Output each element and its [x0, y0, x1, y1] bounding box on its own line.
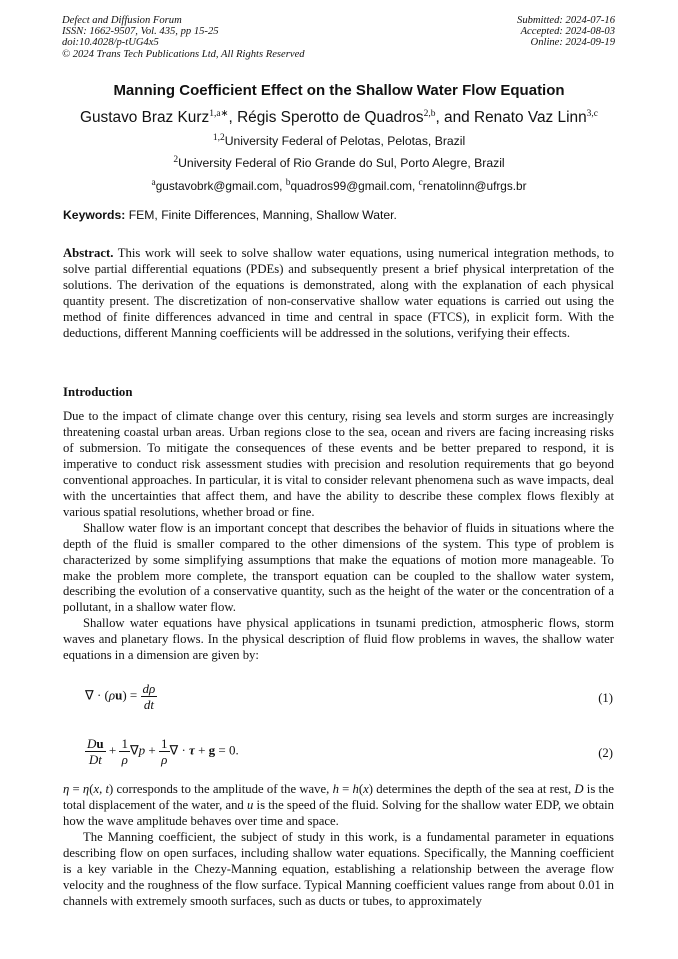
journal-name: Defect and Diffusion Forum	[62, 15, 182, 26]
email-link[interactable]: quadros99@gmail.com	[290, 179, 412, 193]
author-superscript: 3,c	[586, 108, 598, 119]
introduction-body-continued	[63, 781, 614, 909]
affiliation-superscript: 2	[173, 154, 179, 165]
author-separator: ,	[228, 109, 238, 126]
paragraph: The Manning coefficient, the subject of study in this work, is a fundamental parameter in equations describing flow on open surfaces, including shallow water equations. Specifically, the Manning coefficient is a key variable in the Chezy-Manning equation, establishing a relationship between the average flow velocity and the roughness of the flow surface. Typical Manning coefficient values range from about 0.01 in channels with extremely smooth surfaces, such as ducts or tubes, to approximately	[63, 830, 614, 908]
text-run: corresponds to the amplitude of the wave,	[113, 782, 333, 796]
paragraph: Due to the impact of climate change over this century, rising sea levels and storm surges are increasingly threatening coastal urban areas. Urban regions close to the sea, ocean and rivers are facing increasing risks of submersion. To mitigate the consequences of these events and be better prepared to respond, it is imperative to conduct risk assessment studies with precision and resolution requirements that go beyond conventional approaches. In particular, it is vital to consider relevant phenomena such as wave impacts, deal with the uncertainties that affect them, and have the ability to describe these complex flows flexibly at various spatial resolutions, whether broad or fine.	[63, 409, 614, 519]
author-superscript: 1,a∗	[209, 108, 229, 119]
paragraph: Shallow water equations have physical applications in tsunami prediction, atmospheric flows, storm waves and planetary flows. In the physical description of fluid flow problems in waves, the shallow water equations in a dimension are given by:	[63, 616, 614, 663]
journal-issn: ISSN: 1662-9507, Vol. 435, pp 15-25	[62, 26, 219, 38]
text-run: is the total displacement of the water, and	[63, 782, 614, 812]
paragraph: Shallow water flow is an important concept that describes the behavior of fluids in situations where the depth of the fluid is smaller compared to the other dimensions of the system. This type of problem is characterized by some simplifying assumptions that make the equations of motion more manageable. To make the problem more complete, the transport equation can be coupled to the shallow water system, describing the evolution of a conservative quantity, such as the height of the water or the concentration of a pollutant, in a shallow water flow.	[63, 520, 614, 615]
email-superscript: a	[151, 178, 156, 189]
email-separator: ,	[279, 179, 286, 193]
author-name: Renato Vaz Linn	[473, 109, 587, 126]
journal-header	[62, 15, 305, 60]
text-run: is the speed of the fluid. Solving for the shallow water EDP, we obtain how the wave amplitude behaves over time and space.	[63, 798, 614, 828]
journal-doi[interactable]: doi:10.4028/p-tUG4x5	[62, 37, 159, 49]
paper-title: Manning Coefficient Effect on the Shallow Water Flow Equation	[113, 82, 565, 99]
accepted-date: Accepted: 2024-08-03	[520, 26, 615, 38]
author-name: Gustavo Braz Kurz	[80, 109, 210, 126]
submitted-date: Submitted: 2024-07-16	[517, 15, 615, 26]
keywords-text: FEM, Finite Differences, Manning, Shallow Water.	[128, 208, 397, 222]
equation-2: $\frac{Du}{Dt}$ + $\frac{1}{\rho}$ ∇p + $\frac{1}{\rho}$ ∇ · τ + g = 0.	[87, 736, 239, 767]
affiliation	[0, 156, 678, 171]
email-superscript: c	[418, 178, 423, 189]
author-name: Régis Sperotto de Quadros	[237, 109, 424, 126]
abstract	[63, 245, 614, 341]
dates-header	[517, 15, 615, 49]
author-list	[0, 108, 678, 127]
equation-number: (1)	[598, 691, 613, 705]
section-heading-introduction: Introduction	[63, 385, 133, 399]
email-link[interactable]: renatolinn@ufrgs.br	[422, 179, 527, 193]
affiliation	[0, 134, 678, 149]
author-superscript: 2,b	[423, 108, 436, 119]
abstract-label: Abstract.	[63, 246, 114, 260]
author-separator: , and	[435, 109, 474, 126]
affiliation-text: University Federal of Pelotas, Pelotas, Brazil	[224, 134, 466, 148]
paragraph: η = η(x, t) corresponds to the amplitude of the wave, h = h(x) determines the depth of the sea at rest, D is the total displacement of the water, and u is the speed of the fluid. Solving for the shallow water EDP, we obtain how the wave amplitude behaves over time and space.	[63, 782, 614, 828]
affiliation-text: University Federal of Rio Grande do Sul, Porto Alegre, Brazil	[178, 156, 505, 170]
online-date: Online: 2024-09-19	[530, 37, 615, 49]
email-superscript: b	[285, 178, 291, 189]
email-separator: ,	[411, 179, 419, 193]
equation-number: (2)	[598, 746, 613, 760]
email-list	[0, 179, 678, 194]
affiliation-superscript: 1,2	[212, 132, 225, 143]
email-link[interactable]: gustavobrk@gmail.com	[155, 179, 280, 193]
keywords	[63, 208, 397, 223]
abstract-text: This work will seek to solve shallow water equations, using numerical integration methods, to solve partial differential equations (PDEs) and subsequently present a brief physical interpretation of the solutions. The derivation of the equations is demonstrated, along with the explanation of each physical quantity present. The discretization of non-conservative shallow water equations is carried out using the method of finite differences advanced in time and central in space (FTCS), in explicit form. With the deductions, different Manning coefficients will be addressed in the solutions, verifying their effects.	[63, 246, 614, 340]
text-run: determines the depth of the sea at rest,	[373, 782, 575, 796]
introduction-body	[63, 409, 614, 664]
equation-1: ∇ · (ρu) = $\frac{d\rho}{dt}$	[85, 681, 156, 712]
journal-copyright: © 2024 Trans Tech Publications Ltd, All Rights Reserved	[62, 48, 305, 60]
keywords-label: Keywords:	[63, 208, 126, 222]
